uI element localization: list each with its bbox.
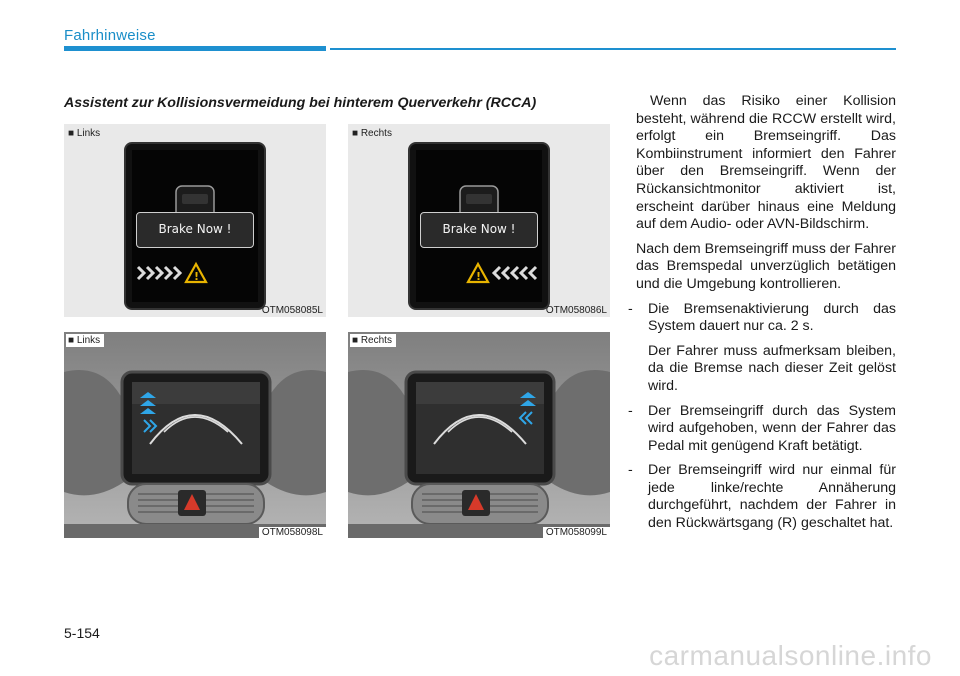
list-text: Der Bremseingriff wird nur einmal für jede linke/rechte Annäherung durchgeführt, nachdem der Fahrer in den Rückwärtsgang (R) geschaltet hat. xyxy=(648,462,896,532)
figure-label: ■ Links xyxy=(66,334,104,347)
figure-code: OTM058085L xyxy=(261,305,323,316)
approach-chevrons-icon xyxy=(126,144,264,308)
figure-code: OTM058099L xyxy=(543,527,610,538)
list-item xyxy=(628,402,896,456)
section-title: Assistent zur Kollisionsvermeidung bei hinterem Querverkehr (RCCA) xyxy=(64,95,537,111)
list-text: Der Bremseingriff durch das System wird aufgehoben, wenn der Fahrer das Pedal mit genügend Kraft betätigt. xyxy=(648,402,896,454)
body-text xyxy=(628,93,896,533)
approach-chevrons-icon xyxy=(410,144,548,308)
list-text: Die Bremsenaktivierung durch das System dauert nur ca. 2 s. xyxy=(648,300,896,335)
header-rule xyxy=(330,48,896,50)
figure-label: ■ Rechts xyxy=(350,334,396,347)
svg-text:!: ! xyxy=(194,270,200,283)
figure-code: OTM058098L xyxy=(259,527,326,538)
list-dash: - xyxy=(628,402,633,419)
watermark: carmanualsonline.info xyxy=(649,640,932,671)
figure-dashboard-left xyxy=(64,332,326,538)
brake-now-message: Brake Now ! xyxy=(136,212,254,248)
figure-cluster-left xyxy=(64,124,326,317)
figure-label: ■ Links xyxy=(68,128,101,139)
cluster-screen xyxy=(124,142,266,310)
brake-now-message: Brake Now ! xyxy=(420,212,538,248)
list-dash: - xyxy=(628,300,633,317)
svg-text:!: ! xyxy=(476,270,482,283)
figure-code: OTM058086L xyxy=(545,305,607,316)
figure-label: ■ Rechts xyxy=(352,128,392,139)
list-dash: - xyxy=(628,462,633,479)
header-bar xyxy=(64,46,326,51)
paragraph: Nach dem Bremseingriff muss der Fahrer das Bremspedal unverzüglich betätigen und die Umgebung kontrollieren. xyxy=(636,240,896,292)
list-item xyxy=(628,462,896,532)
dashboard-photo xyxy=(64,332,326,538)
dashboard-photo xyxy=(348,332,610,538)
section-header: Fahrhinweise xyxy=(64,27,156,44)
list-subparagraph: Der Fahrer muss aufmerksam bleiben, da die Bremse nach dieser Zeit gelöst wird. xyxy=(648,342,896,394)
page-number: 5-154 xyxy=(64,625,100,641)
list-item xyxy=(628,300,896,336)
figure-dashboard-right xyxy=(348,332,610,538)
paragraph: Wenn das Risiko einer Kollision besteht, während die RCCW erstellt wird, erfolgt ein Bremseingriff. Das Kombiinstrument informiert den Fahrer über den Bremseingriff. Wenn der Rückansichtmonitor aktiviert ist, erscheint darüber hinaus eine Meldung auf dem Audio- oder AVN-Bildschirm. xyxy=(636,93,896,233)
figure-cluster-right xyxy=(348,124,610,317)
cluster-screen xyxy=(408,142,550,310)
